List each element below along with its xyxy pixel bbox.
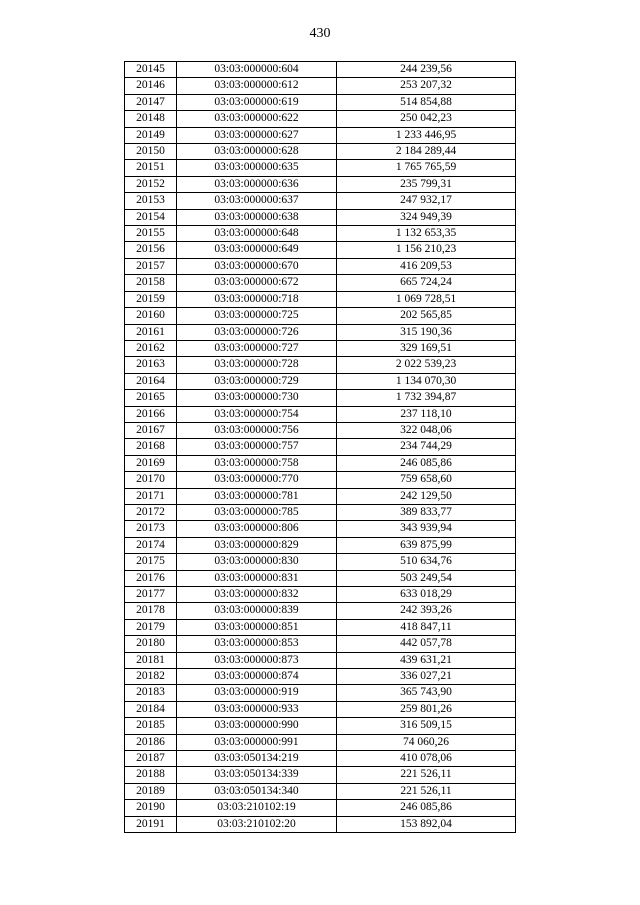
row-number-cell: 20154 [125, 209, 177, 225]
cadastral-number-cell: 03:03:000000:873 [177, 652, 337, 668]
table-row [125, 472, 516, 488]
table-row [125, 144, 516, 160]
cadastral-number-cell: 03:03:000000:806 [177, 521, 337, 537]
value-cell: 237 118,10 [337, 406, 516, 422]
value-cell: 246 085,86 [337, 800, 516, 816]
table-row [125, 226, 516, 242]
value-cell: 329 169,51 [337, 340, 516, 356]
row-number-cell: 20187 [125, 751, 177, 767]
value-cell: 242 393,26 [337, 603, 516, 619]
value-cell: 244 239,56 [337, 62, 516, 78]
value-cell: 389 833,77 [337, 504, 516, 520]
row-number-cell: 20166 [125, 406, 177, 422]
cadastral-number-cell: 03:03:000000:636 [177, 176, 337, 192]
value-cell: 1 134 070,30 [337, 373, 516, 389]
table-row [125, 554, 516, 570]
value-cell: 1 069 728,51 [337, 291, 516, 307]
table-row [125, 176, 516, 192]
value-cell: 322 048,06 [337, 422, 516, 438]
table-row [125, 734, 516, 750]
cadastral-number-cell: 03:03:000000:628 [177, 144, 337, 160]
value-cell: 639 875,99 [337, 537, 516, 553]
cadastral-number-cell: 03:03:000000:757 [177, 439, 337, 455]
row-number-cell: 20172 [125, 504, 177, 520]
value-cell: 1 156 210,23 [337, 242, 516, 258]
table-row [125, 439, 516, 455]
row-number-cell: 20188 [125, 767, 177, 783]
row-number-cell: 20161 [125, 324, 177, 340]
row-number-cell: 20145 [125, 62, 177, 78]
row-number-cell: 20181 [125, 652, 177, 668]
table-row [125, 78, 516, 94]
cadastral-number-cell: 03:03:000000:781 [177, 488, 337, 504]
value-cell: 202 565,85 [337, 308, 516, 324]
row-number-cell: 20149 [125, 127, 177, 143]
cadastral-number-cell: 03:03:000000:830 [177, 554, 337, 570]
table-row [125, 308, 516, 324]
cadastral-number-cell: 03:03:000000:756 [177, 422, 337, 438]
table-row [125, 357, 516, 373]
value-cell: 247 932,17 [337, 193, 516, 209]
table-row [125, 685, 516, 701]
row-number-cell: 20190 [125, 800, 177, 816]
value-cell: 315 190,36 [337, 324, 516, 340]
table-row [125, 488, 516, 504]
row-number-cell: 20146 [125, 78, 177, 94]
table-row [125, 62, 516, 78]
page-number: 430 [309, 26, 331, 41]
row-number-cell: 20189 [125, 783, 177, 799]
value-cell: 1 732 394,87 [337, 390, 516, 406]
cadastral-number-cell: 03:03:000000:874 [177, 669, 337, 685]
row-number-cell: 20191 [125, 816, 177, 832]
cadastral-number-cell: 03:03:000000:770 [177, 472, 337, 488]
table-row [125, 816, 516, 832]
row-number-cell: 20167 [125, 422, 177, 438]
table-row [125, 619, 516, 635]
table-row [125, 160, 516, 176]
cadastral-number-cell: 03:03:000000:619 [177, 94, 337, 110]
row-number-cell: 20152 [125, 176, 177, 192]
value-cell: 221 526,11 [337, 783, 516, 799]
value-cell: 510 634,76 [337, 554, 516, 570]
row-number-cell: 20170 [125, 472, 177, 488]
row-number-cell: 20162 [125, 340, 177, 356]
row-number-cell: 20155 [125, 226, 177, 242]
row-number-cell: 20163 [125, 357, 177, 373]
value-cell: 153 892,04 [337, 816, 516, 832]
cadastral-number-cell: 03:03:050134:340 [177, 783, 337, 799]
table-row [125, 783, 516, 799]
value-cell: 439 631,21 [337, 652, 516, 668]
row-number-cell: 20173 [125, 521, 177, 537]
value-cell: 365 743,90 [337, 685, 516, 701]
table-row [125, 127, 516, 143]
cadastral-number-cell: 03:03:000000:726 [177, 324, 337, 340]
cadastral-number-cell: 03:03:000000:622 [177, 111, 337, 127]
table-row [125, 652, 516, 668]
cadastral-number-cell: 03:03:000000:648 [177, 226, 337, 242]
value-cell: 418 847,11 [337, 619, 516, 635]
table-row [125, 340, 516, 356]
cadastral-number-cell: 03:03:000000:635 [177, 160, 337, 176]
table-row [125, 193, 516, 209]
table-row [125, 209, 516, 225]
table-row [125, 718, 516, 734]
cadastral-number-cell: 03:03:000000:637 [177, 193, 337, 209]
cadastral-number-cell: 03:03:000000:831 [177, 570, 337, 586]
cadastral-number-cell: 03:03:000000:727 [177, 340, 337, 356]
table-row [125, 258, 516, 274]
value-cell: 759 658,60 [337, 472, 516, 488]
value-cell: 74 060,26 [337, 734, 516, 750]
table-row [125, 390, 516, 406]
row-number-cell: 20178 [125, 603, 177, 619]
table-row [125, 422, 516, 438]
value-cell: 2 022 539,23 [337, 357, 516, 373]
cadastral-number-cell: 03:03:000000:785 [177, 504, 337, 520]
row-number-cell: 20183 [125, 685, 177, 701]
cadastral-number-cell: 03:03:050134:339 [177, 767, 337, 783]
table-row [125, 406, 516, 422]
table-row [125, 767, 516, 783]
cadastral-number-cell: 03:03:000000:933 [177, 701, 337, 717]
table-row [125, 669, 516, 685]
cadastral-number-cell: 03:03:050134:219 [177, 751, 337, 767]
table-row [125, 537, 516, 553]
cadastral-number-cell: 03:03:000000:990 [177, 718, 337, 734]
row-number-cell: 20185 [125, 718, 177, 734]
row-number-cell: 20164 [125, 373, 177, 389]
row-number-cell: 20171 [125, 488, 177, 504]
value-cell: 665 724,24 [337, 275, 516, 291]
value-cell: 514 854,88 [337, 94, 516, 110]
cadastral-number-cell: 03:03:000000:725 [177, 308, 337, 324]
row-number-cell: 20179 [125, 619, 177, 635]
table-row [125, 242, 516, 258]
value-cell: 2 184 289,44 [337, 144, 516, 160]
value-cell: 221 526,11 [337, 767, 516, 783]
cadastral-number-cell: 03:03:000000:730 [177, 390, 337, 406]
cadastral-number-cell: 03:03:000000:612 [177, 78, 337, 94]
cadastral-number-cell: 03:03:000000:672 [177, 275, 337, 291]
row-number-cell: 20147 [125, 94, 177, 110]
table-row [125, 800, 516, 816]
value-cell: 1 132 653,35 [337, 226, 516, 242]
value-cell: 336 027,21 [337, 669, 516, 685]
cadastral-number-cell: 03:03:000000:839 [177, 603, 337, 619]
value-cell: 343 939,94 [337, 521, 516, 537]
table-row [125, 587, 516, 603]
cadastral-number-cell: 03:03:000000:991 [177, 734, 337, 750]
value-cell: 442 057,78 [337, 636, 516, 652]
cadastral-number-cell: 03:03:000000:670 [177, 258, 337, 274]
row-number-cell: 20156 [125, 242, 177, 258]
table-row [125, 94, 516, 110]
registry-table-body [125, 62, 516, 833]
value-cell: 416 209,53 [337, 258, 516, 274]
cadastral-number-cell: 03:03:000000:853 [177, 636, 337, 652]
table-row [125, 275, 516, 291]
table-row [125, 701, 516, 717]
table-row [125, 603, 516, 619]
row-number-cell: 20153 [125, 193, 177, 209]
value-cell: 234 744,29 [337, 439, 516, 455]
cadastral-number-cell: 03:03:000000:604 [177, 62, 337, 78]
cadastral-number-cell: 03:03:000000:832 [177, 587, 337, 603]
cadastral-number-cell: 03:03:210102:19 [177, 800, 337, 816]
value-cell: 633 018,29 [337, 587, 516, 603]
row-number-cell: 20184 [125, 701, 177, 717]
value-cell: 1 765 765,59 [337, 160, 516, 176]
table-row [125, 324, 516, 340]
cadastral-number-cell: 03:03:000000:754 [177, 406, 337, 422]
cadastral-number-cell: 03:03:000000:829 [177, 537, 337, 553]
cadastral-number-cell: 03:03:000000:728 [177, 357, 337, 373]
table-row [125, 636, 516, 652]
cadastral-number-cell: 03:03:000000:729 [177, 373, 337, 389]
cadastral-number-cell: 03:03:000000:851 [177, 619, 337, 635]
value-cell: 235 799,31 [337, 176, 516, 192]
value-cell: 410 078,06 [337, 751, 516, 767]
row-number-cell: 20169 [125, 455, 177, 471]
row-number-cell: 20175 [125, 554, 177, 570]
cadastral-number-cell: 03:03:000000:627 [177, 127, 337, 143]
cadastral-number-cell: 03:03:000000:919 [177, 685, 337, 701]
table-row [125, 751, 516, 767]
table-row [125, 455, 516, 471]
cadastral-number-cell: 03:03:000000:758 [177, 455, 337, 471]
row-number-cell: 20148 [125, 111, 177, 127]
cadastral-number-cell: 03:03:210102:20 [177, 816, 337, 832]
cadastral-number-cell: 03:03:000000:649 [177, 242, 337, 258]
value-cell: 324 949,39 [337, 209, 516, 225]
table-row [125, 570, 516, 586]
row-number-cell: 20165 [125, 390, 177, 406]
value-cell: 250 042,23 [337, 111, 516, 127]
cadastral-number-cell: 03:03:000000:638 [177, 209, 337, 225]
row-number-cell: 20177 [125, 587, 177, 603]
value-cell: 246 085,86 [337, 455, 516, 471]
table-row [125, 521, 516, 537]
registry-table [124, 61, 516, 833]
table-row [125, 504, 516, 520]
row-number-cell: 20168 [125, 439, 177, 455]
row-number-cell: 20157 [125, 258, 177, 274]
row-number-cell: 20160 [125, 308, 177, 324]
row-number-cell: 20150 [125, 144, 177, 160]
value-cell: 1 233 446,95 [337, 127, 516, 143]
table-row [125, 373, 516, 389]
table-row [125, 111, 516, 127]
row-number-cell: 20182 [125, 669, 177, 685]
value-cell: 259 801,26 [337, 701, 516, 717]
row-number-cell: 20176 [125, 570, 177, 586]
row-number-cell: 20180 [125, 636, 177, 652]
row-number-cell: 20158 [125, 275, 177, 291]
value-cell: 503 249,54 [337, 570, 516, 586]
row-number-cell: 20186 [125, 734, 177, 750]
row-number-cell: 20159 [125, 291, 177, 307]
value-cell: 242 129,50 [337, 488, 516, 504]
cadastral-number-cell: 03:03:000000:718 [177, 291, 337, 307]
table-row [125, 291, 516, 307]
value-cell: 253 207,32 [337, 78, 516, 94]
row-number-cell: 20174 [125, 537, 177, 553]
value-cell: 316 509,15 [337, 718, 516, 734]
row-number-cell: 20151 [125, 160, 177, 176]
